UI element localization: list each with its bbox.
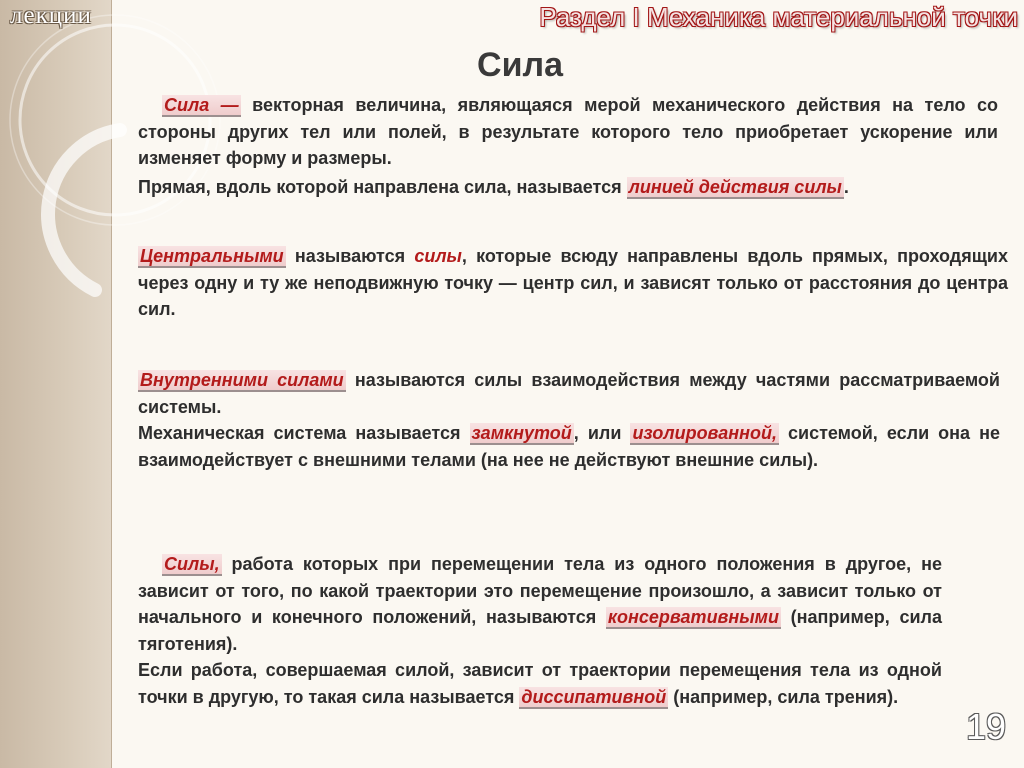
- central-forces-block: [138, 243, 1008, 323]
- line-of-action-text: Прямая, вдоль которой направлена сила, называется: [138, 177, 627, 197]
- closed-text-d: системой, если она не взаимодействует с внешними телами (на нее не действуют внешние силы).: [138, 423, 1000, 470]
- term-force: Сила —: [164, 95, 239, 115]
- page-title: Сила: [477, 46, 563, 84]
- closed-system-paragraph: [138, 420, 1000, 473]
- term-conservative: консервативными: [607, 607, 779, 627]
- line-of-action-paragraph: [138, 174, 968, 201]
- term-central: Центральными: [140, 246, 284, 266]
- term-isolated: изолированной,: [632, 423, 777, 443]
- term-closed: замкнутой: [471, 423, 572, 443]
- definition-force-block: [138, 92, 998, 172]
- lectures-label: лекции: [10, 2, 92, 29]
- internal-forces-block: [138, 367, 1000, 473]
- term-forces: Силы,: [164, 554, 220, 574]
- dissipative-text-c: Если работа, совершаемая силой, зависит от траектории перемещения тела из одной точки в другую, то такая сила называется: [138, 660, 942, 707]
- conservative-text-b: (например, сила тяготения).: [138, 607, 942, 654]
- term-line-of-action: линией действия силы: [628, 177, 842, 197]
- dissipative-paragraph: [138, 657, 942, 710]
- internal-text-a: называются силы взаимодействия между частями рассматриваемой системы.: [138, 370, 1000, 417]
- conservative-paragraph: [138, 551, 942, 657]
- line-of-action-period: .: [843, 177, 849, 197]
- closed-text-c: , или: [573, 423, 631, 443]
- term-forces-central: силы: [414, 246, 462, 266]
- term-internal: Внутренними силами: [140, 370, 344, 390]
- page-number: 19: [966, 706, 1007, 747]
- force-definition-paragraph: [138, 92, 998, 172]
- conservative-forces-block: [138, 551, 942, 710]
- closed-text-b: Механическая система называется: [138, 423, 470, 443]
- section-title: Раздел I Механика материальной точки: [539, 2, 1018, 32]
- internal-forces-paragraph: [138, 367, 1000, 420]
- force-definition-text: векторная величина, являющаяся мерой механического действия на тело со стороны других тел или полей, в результате которого тело приобретает ускорение или изменяет форму и размеры.: [138, 95, 998, 168]
- central-forces-paragraph: [138, 243, 1008, 323]
- central-text-b: , которые всюду направлены вдоль прямых, проходящих через одну и ту же неподвижную точку — центр сил, и зависят только от расстояния до центра сил.: [138, 246, 1008, 319]
- central-text-a: называются: [285, 246, 415, 266]
- dissipative-text-d: (например, сила трения).: [668, 686, 899, 707]
- conservative-text-a: работа которых при перемещении тела из одного положения в другое, не зависит от того, по какой траектории это перемещение произошло, а зависит только от начального и конечного положений, называются: [138, 554, 942, 627]
- line-of-action-block: [138, 174, 968, 201]
- term-dissipative: диссипативной: [521, 686, 667, 707]
